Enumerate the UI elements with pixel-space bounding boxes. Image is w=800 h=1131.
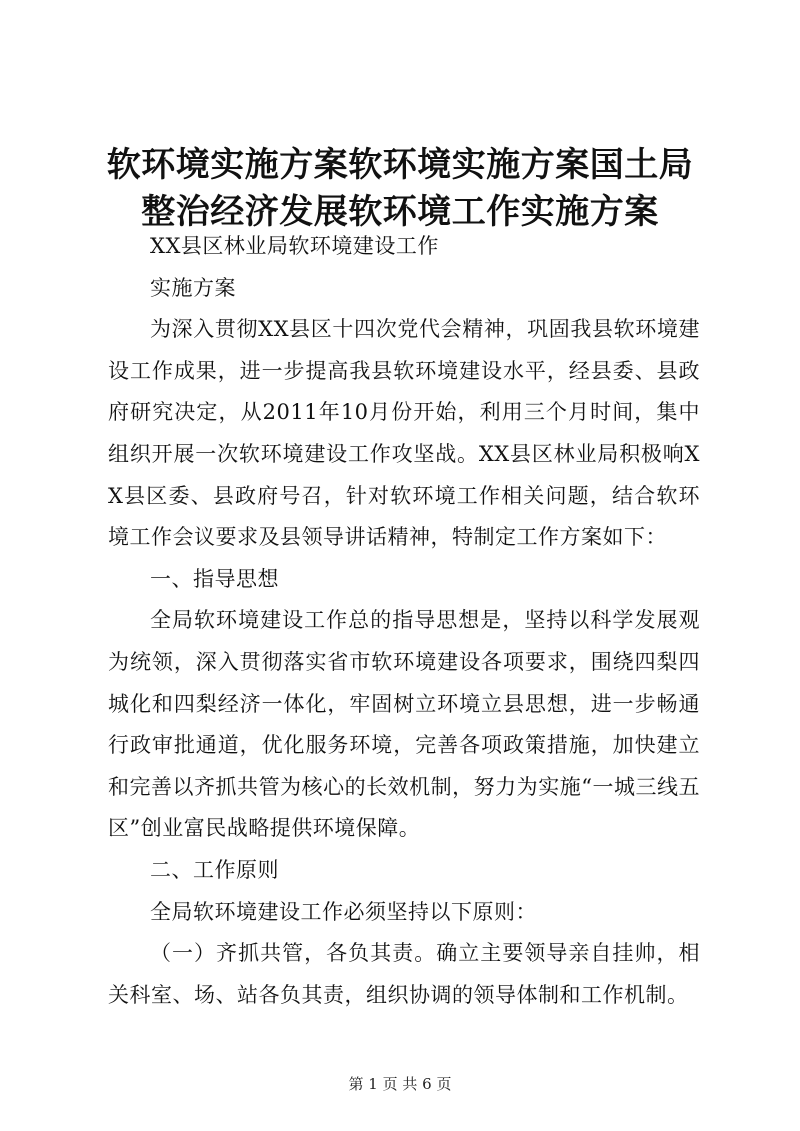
body-paragraph: 为深入贯彻XX县区十四次党代会精神，巩固我县软环境建设工作成果，进一步提高我县软环境建设水平，经县委、县政府研究决定，从2011年10月份开始，利用三个月时间，集中组织开展一次软环境建设工作攻坚战。XX县区林业局积极响XX县区委、县政府号召，针对软环境工作相关问题，结合软环境工作会议要求及县领导讲话精神，特制定工作方案如下： [108, 317, 700, 550]
section-heading: 二、工作原则 [150, 857, 279, 882]
section-heading: 一、指导思想 [150, 566, 279, 591]
body-paragraph: 全局软环境建设工作总的指导思想是，坚持以科学发展观为统领，深入贯彻落实省市软环境建设各项要求，围绕四梨四城化和四梨经济一体化，牢固树立环境立县思想，进一步畅通行政审批通道，优化服务环境，完善各项政策措施，加快建立和完善以齐抓共管为核心的长效机制，努力为实施“一城三线五区”创业富民战略提供环境保障。 [108, 608, 700, 841]
body-paragraph: 实施方案 [150, 275, 236, 300]
document-body [108, 226, 700, 1016]
body-paragraph: XX县区林业局软环境建设工作 [150, 234, 439, 258]
list-item: （一）齐抓共管，各负其责。确立主要领导亲自挂帅，相关科室、场、站各负其责，组织协调的领导体制和工作机制。 [108, 941, 700, 1007]
document-title: 软环境实施方案软环境实施方案国土局整治经济发展软环境工作实施方案 [106, 145, 694, 232]
body-paragraph: 全局软环境建设工作必须坚持以下原则： [150, 899, 537, 924]
page-number: 第 1 页 共 6 页 [348, 1075, 452, 1093]
